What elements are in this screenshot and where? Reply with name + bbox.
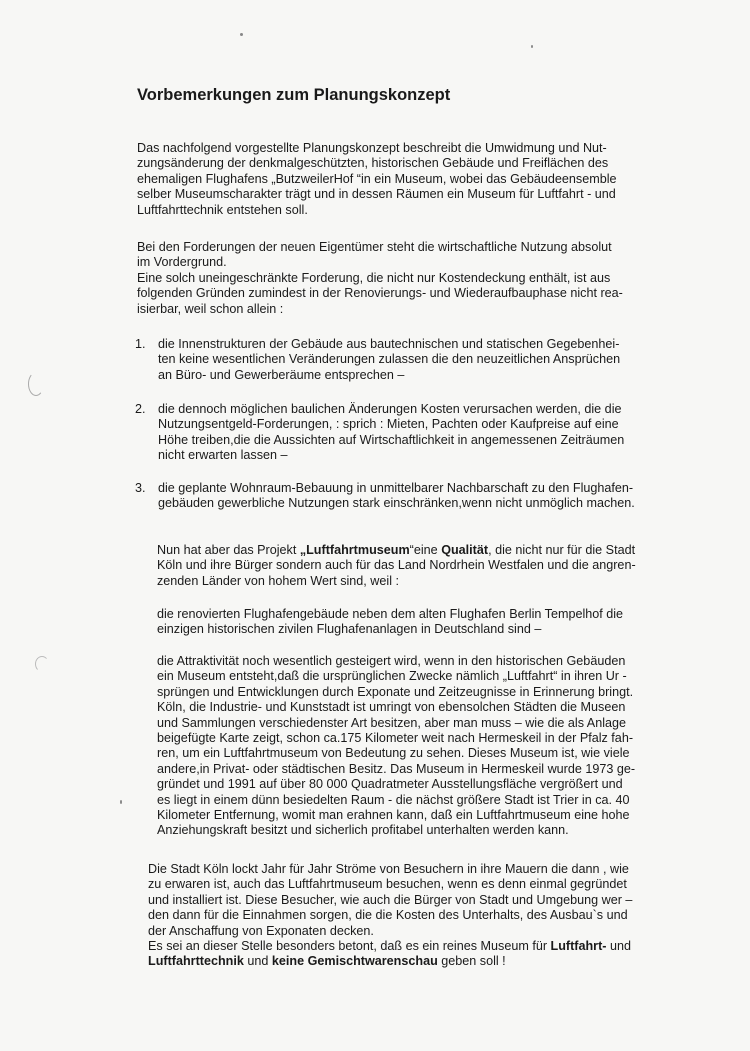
text-line (157, 543, 636, 558)
text-line (148, 939, 631, 954)
text-line: beigefügte Karte zeigt, schon ca.175 Kilometer weit nach Hermeskeil in der Pfalz fah- (157, 731, 634, 746)
scan-speck (240, 33, 243, 36)
text-line: an Büro- und Gewerberäume entsprechen – (158, 367, 405, 382)
emphasis-text: Luftfahrttechnik (148, 954, 244, 969)
text-run: “eine (409, 543, 442, 557)
text-line: der Anschaffung von Exponaten decken. (148, 923, 374, 938)
scan-speck (120, 800, 122, 804)
text-run: und (243, 954, 272, 969)
text-line: ren, um ein Luftfahrtmuseum von Bedeutung zu sehen. Dieses Museum ist, wie viele (157, 746, 630, 761)
text-line: andere,in Privat- oder städtischen Besitz. Das Museum in Hermeskeil wurde 1973 ge- (157, 761, 636, 776)
list-item (158, 402, 624, 464)
text-run: geben soll ! (437, 954, 506, 969)
demands-paragraph (137, 240, 623, 317)
quality-word: Qualität (441, 543, 489, 557)
text-line: Die Stadt Köln lockt Jahr für Jahr Ströme von Besuchern in ihre Mauern die dann , wie (148, 862, 629, 876)
text-run: Es sei an dieser Stelle besonders betont, daß es ein reines Museum für (148, 939, 551, 953)
text-run: und (606, 939, 631, 953)
text-line (148, 954, 631, 969)
text-run: Nun hat aber das Projekt (157, 543, 300, 557)
text-line: gebäuden gewerbliche Nutzungen stark einschränken,wenn nicht unmöglich machen. (158, 496, 635, 511)
text-line: selber Museumscharakter trägt und in dessen Räumen ein Museum für Luftfahrt - und (137, 187, 616, 202)
document-title: Vorbemerkungen zum Planungskonzept (137, 86, 451, 104)
text-line: Luftfahrttechnik entstehen soll. (137, 202, 308, 217)
text-line: Köln, die Industrie- und Kunststadt ist umringt von ebensolchen Städten die Museen (157, 700, 626, 715)
list-number: 2. (135, 402, 146, 416)
text-line: die geplante Wohnraum-Bebauung in unmittelbarer Nachbarschaft zu den Flughafen- (158, 481, 634, 495)
text-line: ein Museum entsteht,daß die ursprünglichen Zwecke nämlich „Luftfahrt“ in ihren Ur - (157, 669, 627, 684)
text-line: Bei den Forderungen der neuen Eigentümer steht die wirtschaftliche Nutzung absolut (137, 240, 612, 254)
text-line: Kilometer Entfernung, womit man erahnen kann, daß ein Luftfahrtmuseum eine hohe (157, 808, 630, 823)
cologne-paragraph (148, 862, 632, 939)
text-line: es liegt in einem dünn besiedelten Raum - die nächst größere Stadt ist Trier in ca. 40 (157, 792, 630, 807)
text-line: Höhe treiben,die die Aussichten auf Wirtschaftlichkeit in angemessenen Zeiträumen (158, 432, 625, 447)
attractivity-paragraph (157, 654, 635, 839)
list-number: 3. (135, 481, 146, 495)
scan-mark (28, 372, 44, 396)
text-line: nicht erwarten lassen – (158, 448, 288, 463)
text-line: die dennoch möglichen baulichen Änderungen Kosten verursachen werden, die die (158, 402, 622, 416)
text-line: einzigen historischen zivilen Flughafenanlagen in Deutschland sind – (157, 622, 542, 637)
text-line: die Innenstrukturen der Gebäude aus bautechnischen und statischen Gegebenhei- (158, 337, 620, 351)
scan-mark (35, 656, 49, 672)
intro-paragraph (137, 141, 617, 218)
text-line: zungsänderung der denkmalgeschützten, historischen Gebäude und Freiflächen des (137, 156, 609, 171)
text-line: die Attraktivität noch wesentlich gesteigert wird, wenn in den historischen Gebäuden (157, 654, 626, 668)
text-run: , die nicht nur für die Stadt (488, 543, 636, 557)
text-line: folgenden Gründen zumindest in der Renovierungs- und Wiederaufbauphase nicht rea- (137, 286, 623, 301)
text-line: Köln und ihre Bürger sondern auch für das Land Nordrhein Westfalen und die angren- (157, 558, 636, 573)
text-line: ehemaligen Flughafens „ButzweilerHof “in ein Museum, wobei das Gebäudeensemble (137, 171, 617, 186)
text-line: den dann für die Einnahmen sorgen, die die Kosten des Unterhalts, des Ausbau`s und (148, 908, 628, 923)
list-item (158, 337, 620, 383)
list-number: 1. (135, 337, 146, 351)
project-name: „Luftfahrtmuseum (299, 543, 410, 557)
list-item (158, 481, 635, 512)
text-line: Eine solch uneingeschränkte Forderung, die nicht nur Kostendeckung enthält, ist aus (137, 270, 611, 285)
text-line: ten keine wesentlichen Veränderungen zulassen die den neuzeitlichen Ansprüchen (158, 352, 621, 367)
text-line: die renovierten Flughafengebäude neben dem alten Flughafen Berlin Tempelhof die (157, 607, 624, 621)
text-line: zenden Länder von hohem Wert sind, weil : (157, 573, 399, 588)
text-line: Das nachfolgend vorgestellte Planungskonzept beschreibt die Umwidmung und Nut- (137, 141, 607, 155)
tempelhof-paragraph (157, 607, 623, 638)
text-line: und installiert ist. Diese Besucher, wie auch die Bürger von Stadt und Umgebung wer – (148, 892, 633, 907)
text-line: Nutzungsentgeld-Forderungen, : sprich : Mieten, Pachten oder Kaufpreise auf eine (158, 417, 619, 432)
text-line: Anziehungskraft besitzt und sicherlich profitabel unterhalten werden kann. (157, 823, 569, 838)
text-line: sprüngen und Entwicklungen durch Exponate und Zeitzeugnisse in Erinnerung bringt. (157, 684, 634, 699)
closing-paragraph (148, 939, 631, 970)
text-line: und Sammlungen verschiedenster Art besitzen, aber man muss – wie die als Anlage (157, 715, 627, 730)
text-line: isierbar, weil schon allein : (137, 301, 284, 316)
emphasis-text: Luftfahrt- (550, 939, 607, 953)
scan-speck (531, 45, 533, 48)
text-line: zu erwaren ist, auch das Luftfahrtmuseum besuchen, wenn es denn einmal gegründet (148, 877, 627, 892)
emphasis-text: keine Gemischtwarenschau (271, 954, 438, 969)
text-line: im Vordergrund. (137, 255, 227, 270)
text-line: gründet und 1991 auf über 80 000 Quadratmeter Ausstellungsfläche vergrößert und (157, 777, 623, 792)
project-paragraph (157, 543, 636, 589)
